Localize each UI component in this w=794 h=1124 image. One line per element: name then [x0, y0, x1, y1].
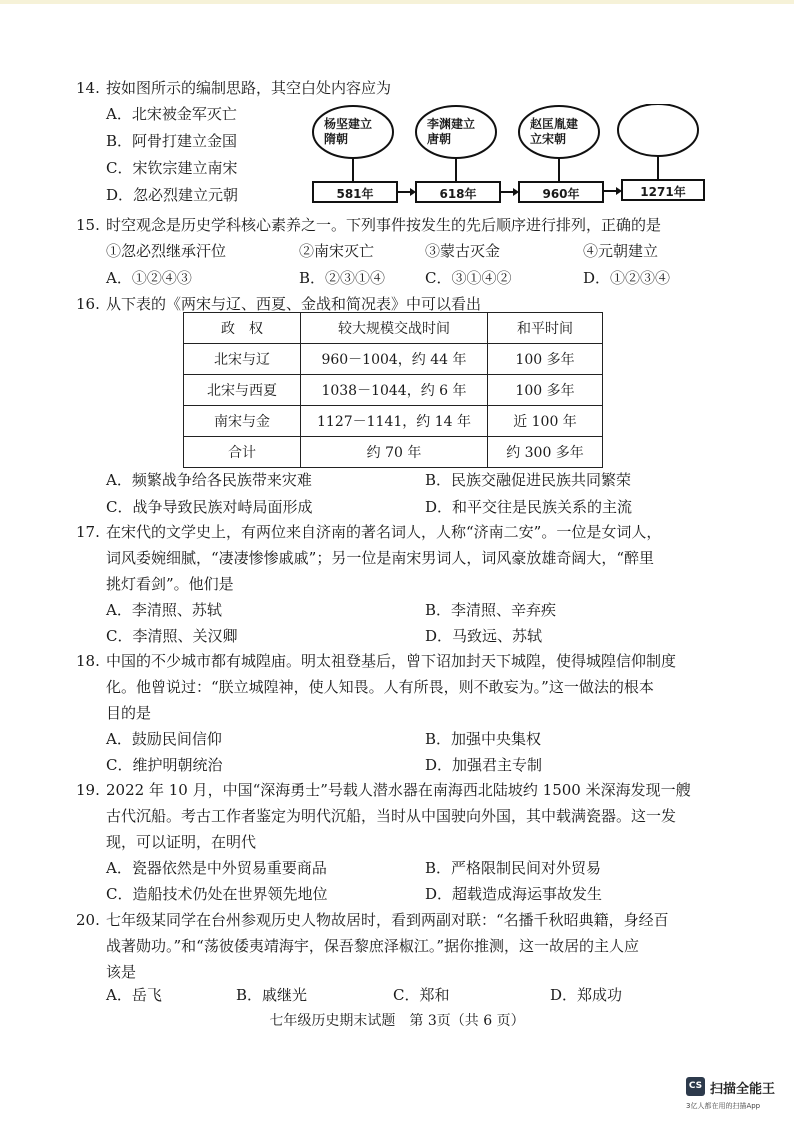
- table-cell: 960－1004，约 44 年: [301, 344, 488, 375]
- table-cell: 100 多年: [488, 375, 603, 406]
- question-20-option-c: C．郑和: [393, 986, 450, 1004]
- question-16-option-c: C．战争导致民族对峙局面形成: [106, 498, 313, 516]
- table-cell: 约 300 多年: [488, 437, 603, 468]
- question-19-line-3: 现，可以证明，在明代: [106, 833, 257, 851]
- question-20-option-b: B．戚继光: [236, 986, 308, 1004]
- question-20-line-2: 战著勋功。”和“荡彼倭夷靖海宇，保吾黎庶泽椒江。”据你推测，这一故居的主人应: [106, 937, 640, 955]
- question-18-option-d: D．加强君主专制: [425, 756, 543, 774]
- question-20-line-3: 该是: [106, 963, 137, 981]
- question-14-option-d: D．忽必烈建立元朝: [106, 186, 239, 204]
- question-18-option-b: B．加强中央集权: [425, 730, 542, 748]
- table-cell: 1038－1044，约 6 年: [301, 375, 488, 406]
- question-18-line-1: 中国的不少城市都有城隍庙。明太祖登基后，曾下诏加封天下城隍，使得城隍信仰制度: [106, 652, 677, 670]
- question-15-option-b: B．②③①④: [299, 269, 386, 287]
- table-row: [184, 344, 603, 375]
- scanner-tagline: 3亿人都在用的扫描App: [686, 1102, 761, 1110]
- oval-1-text: 杨坚建立 隋朝: [324, 117, 373, 146]
- question-20-line-1: 七年级某同学在台州参观历史人物故居时，看到两副对联：“名播千秋昭典籍，身经百: [106, 911, 669, 929]
- question-17-option-c: C．李清照、关汉卿: [106, 627, 238, 645]
- table-header-row: [184, 313, 603, 344]
- question-15-event-2: ②南宋灭亡: [299, 242, 375, 260]
- oval-2-text: 李渊建立 唐朝: [427, 117, 476, 146]
- table-cell: 近 100 年: [488, 406, 603, 437]
- question-15-option-d: D．①②③④: [583, 269, 671, 287]
- question-17-option-b: B．李清照、辛弃疾: [425, 601, 557, 619]
- question-19-number: 19.: [76, 781, 100, 799]
- table-cell: 1127－1141，约 14 年: [301, 406, 488, 437]
- year-581: 581年: [336, 187, 374, 201]
- question-14-stem: 按如图所示的编制思路，其空白处内容应为: [106, 79, 392, 97]
- question-17-option-a: A．李清照、苏轼: [106, 601, 222, 619]
- table-cell: 北宋与辽: [184, 344, 301, 375]
- top-color-band: [0, 0, 794, 4]
- question-16-option-d: D．和平交往是民族关系的主流: [425, 498, 633, 516]
- war-peace-table: [183, 312, 603, 468]
- question-20-option-a: A．岳飞: [106, 986, 162, 1004]
- page-footer: 七年级历史期末试题 第 3页（共 6 页）: [269, 1013, 525, 1029]
- table-header-cell: 和平时间: [488, 313, 603, 344]
- question-16-option-b: B．民族交融促进民族共同繁荣: [425, 471, 632, 489]
- question-16-stem: 从下表的《两宋与辽、西夏、金战和简况表》中可以看出: [106, 295, 482, 313]
- question-17-line-2: 词风委婉细腻，“凄凄惨惨戚戚”；另一位是南宋男词人，词风豪放雄奇阔大，“醉里: [106, 549, 655, 567]
- question-16-option-a: A．频繁战争给各民族带来灾难: [106, 471, 312, 489]
- table-cell: 约 70 年: [301, 437, 488, 468]
- question-16-number: 16.: [76, 295, 100, 313]
- table-cell: 100 多年: [488, 344, 603, 375]
- question-19-line-1: 2022 年 10 月，中国“深海勇士”号载人潜水器在南海西北陆坡约 1500 米深海发现一艘: [106, 781, 691, 799]
- question-19-option-b: B．严格限制民间对外贸易: [425, 859, 602, 877]
- question-15-event-3: ③蒙古灭金: [425, 242, 501, 260]
- scanner-logo-icon: CS: [686, 1077, 705, 1096]
- question-14-number: 14.: [76, 79, 100, 97]
- question-17-line-3: 挑灯看剑”。他们是: [106, 575, 234, 593]
- question-15-option-a: A．①②④③: [106, 269, 192, 287]
- question-20-number: 20.: [76, 911, 100, 929]
- table-header-cell: 政 权: [184, 313, 301, 344]
- question-20-option-d: D．郑成功: [550, 986, 623, 1004]
- question-15-event-1: ①忽必烈继承汗位: [106, 242, 227, 260]
- question-17-option-d: D．马致远、苏轼: [425, 627, 543, 645]
- question-18-line-3: 目的是: [106, 704, 152, 722]
- question-15-option-c: C．③①④②: [425, 269, 512, 287]
- question-19-option-a: A．瓷器依然是中外贸易重要商品: [106, 859, 327, 877]
- question-14-option-b: B．阿骨打建立金国: [106, 132, 238, 150]
- year-1271: 1271年: [640, 185, 686, 199]
- question-15-event-4: ④元朝建立: [583, 242, 659, 260]
- question-15-stem: 时空观念是历史学科核心素养之一。下列事件按发生的先后顺序进行排列，正确的是: [106, 216, 662, 234]
- table-cell: 北宋与西夏: [184, 375, 301, 406]
- table-header-cell: 较大规模交战时间: [301, 313, 488, 344]
- table-row: [184, 437, 603, 468]
- question-14-option-c: C．宋钦宗建立南宋: [106, 159, 238, 177]
- question-17-line-1: 在宋代的文学史上，有两位来自济南的著名词人，人称“济南二安”。一位是女词人，: [106, 523, 662, 541]
- oval-3-text: 赵匡胤建 立宋朝: [530, 117, 579, 146]
- question-19-option-d: D．超载造成海运事故发生: [425, 885, 603, 903]
- table-cell: 南宋与金: [184, 406, 301, 437]
- question-19-line-2: 古代沉船。考古工作者鉴定为明代沉船，当时从中国驶向外国，其中载满瓷器。这一发: [106, 807, 677, 825]
- question-19-option-c: C．造船技术仍处在世界领先地位: [106, 885, 328, 903]
- question-18-line-2: 化。他曾说过：“朕立城隍神，使人知畏。人有所畏，则不敢妄为。”这一做法的根本: [106, 678, 654, 696]
- year-960: 960年: [542, 187, 580, 201]
- question-15-number: 15.: [76, 216, 100, 234]
- question-18-option-a: A．鼓励民间信仰: [106, 730, 222, 748]
- table-row: [184, 375, 603, 406]
- question-18-number: 18.: [76, 652, 100, 670]
- question-17-number: 17.: [76, 523, 100, 541]
- scanner-app-name: 扫描全能王: [710, 1082, 776, 1097]
- dynasty-timeline-diagram: [300, 104, 710, 208]
- question-14-option-a: A．北宋被金军灭亡: [106, 105, 237, 123]
- table-row: [184, 406, 603, 437]
- question-18-option-c: C．维护明朝统治: [106, 756, 223, 774]
- table-cell: 合计: [184, 437, 301, 468]
- year-618: 618年: [439, 187, 477, 201]
